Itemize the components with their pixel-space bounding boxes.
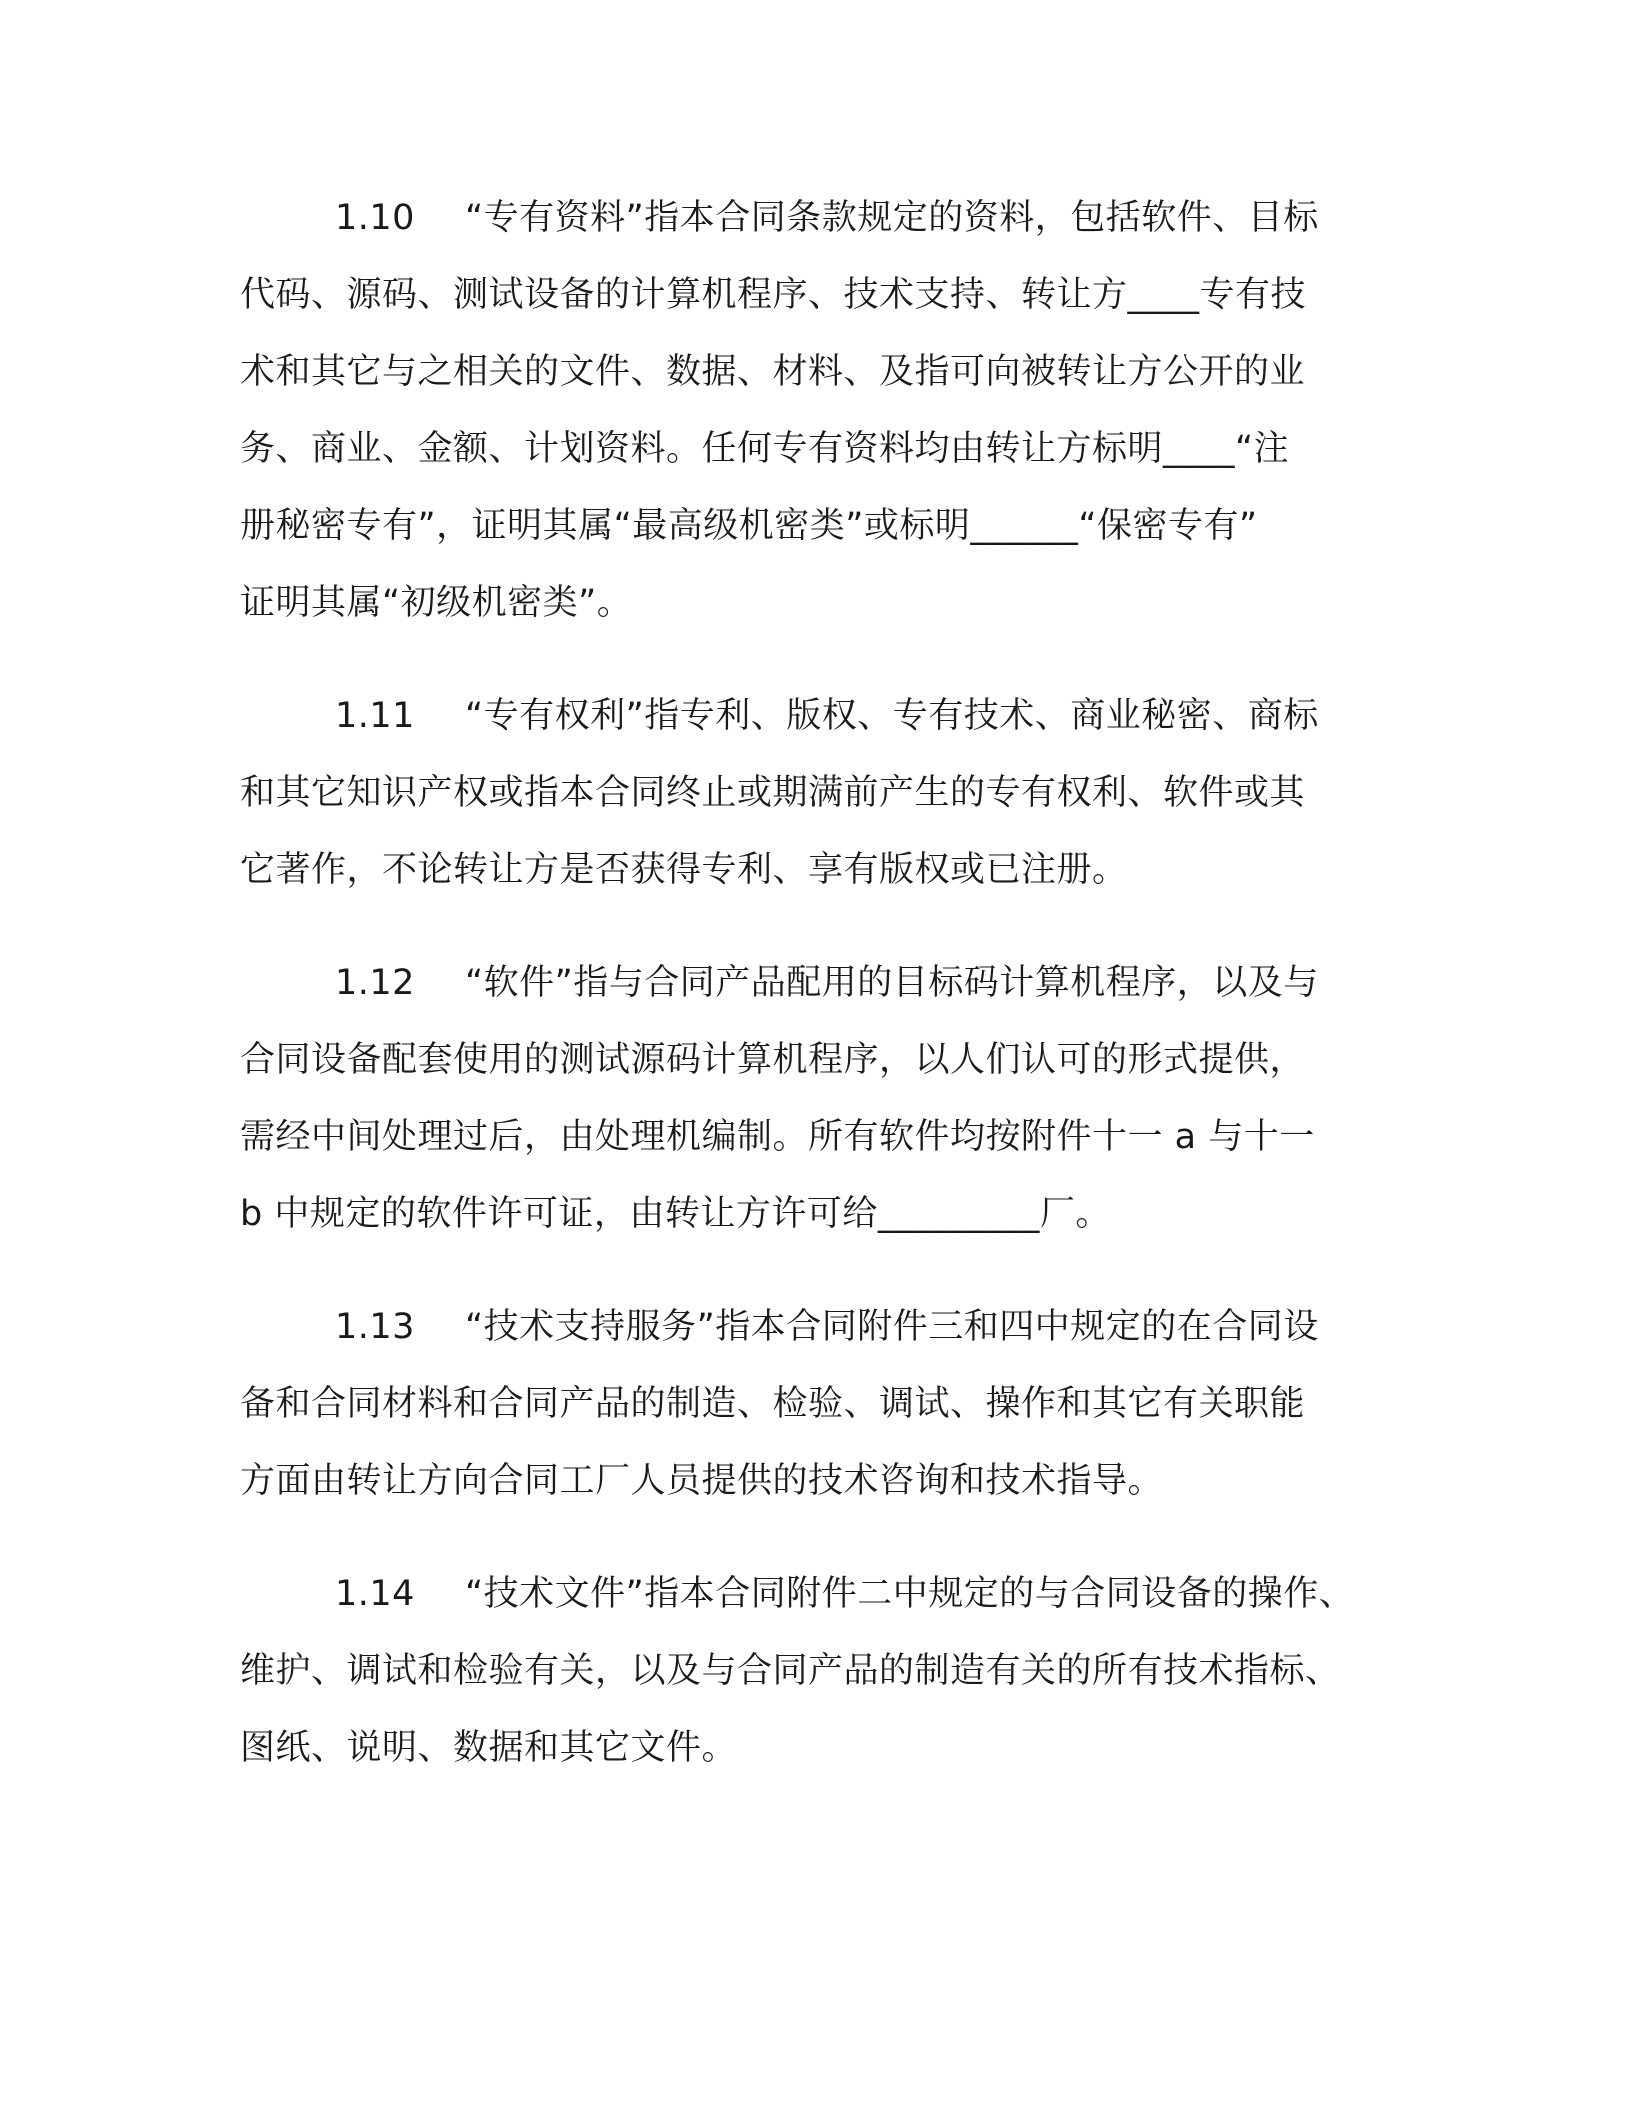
clause-text-line: “软件”指与合同产品配用的目标码计算机程序，以及与 [465, 963, 1319, 1003]
clause-text-line: 需经中间处理过后，由处理机编制。所有软件均按附件十一 a 与十一 [240, 1117, 1315, 1157]
clause-text-line: 代码、源码、测试设备的计算机程序、技术支持、转让方____专有技 [240, 275, 1307, 315]
clause-text-line: 册秘密专有”，证明其属“最高级机密类”或标明______“保密专有” [240, 506, 1258, 546]
clause-text-line: 务、商业、金额、计划资料。任何专有资料均由转让方标明____“注 [240, 429, 1290, 469]
clause-first-line [240, 180, 1400, 257]
clause-1-14 [240, 1556, 1400, 1787]
clause-text-line: 合同设备配套使用的测试源码计算机程序，以人们认可的形式提供， [240, 1040, 1306, 1080]
clause-first-line [240, 1556, 1400, 1633]
clause-1-11 [240, 678, 1400, 909]
clause-text-line: 和其它知识产权或指本合同终止或期满前产生的专有权利、软件或其 [240, 773, 1306, 813]
clause-text-line: “专有资料”指本合同条款规定的资料，包括软件、目标 [465, 198, 1319, 238]
clause-number: 1.13 [335, 1307, 415, 1347]
clause-first-line [240, 678, 1400, 755]
clause-text-line: 方面由转让方向合同工厂人员提供的技术咨询和技术指导。 [240, 1461, 1164, 1501]
clause-text-line: 证明其属“初级机密类”。 [240, 583, 633, 623]
clause-number: 1.11 [335, 696, 415, 736]
clause-text-line: 它著作，不论转让方是否获得专利、享有版权或已注册。 [240, 850, 1128, 890]
clause-text-line: “专有权利”指专利、版权、专有技术、商业秘密、商标 [465, 696, 1319, 736]
document-page [240, 180, 1400, 1787]
clause-number: 1.12 [335, 963, 415, 1003]
clause-1-13 [240, 1289, 1400, 1520]
clause-first-line [240, 1289, 1400, 1366]
clause-text-line: 图纸、说明、数据和其它文件。 [240, 1728, 738, 1768]
clause-1-12 [240, 945, 1400, 1253]
clause-text-line: b 中规定的软件许可证，由转让方许可给_________厂。 [240, 1194, 1111, 1234]
clause-number: 1.14 [335, 1574, 415, 1614]
clause-text-line: 备和合同材料和合同产品的制造、检验、调试、操作和其它有关职能 [240, 1384, 1306, 1424]
clause-text-line: “技术支持服务”指本合同附件三和四中规定的在合同设 [465, 1307, 1319, 1347]
clause-1-10 [240, 180, 1400, 642]
clause-first-line [240, 945, 1400, 1022]
clause-text-line: 术和其它与之相关的文件、数据、材料、及指可向被转让方公开的业 [240, 352, 1306, 392]
clause-text-line: “技术文件”指本合同附件二中规定的与合同设备的操作、 [465, 1574, 1355, 1614]
clause-text-line: 维护、调试和检验有关，以及与合同产品的制造有关的所有技术指标、 [240, 1651, 1341, 1691]
clause-number: 1.10 [335, 198, 415, 238]
